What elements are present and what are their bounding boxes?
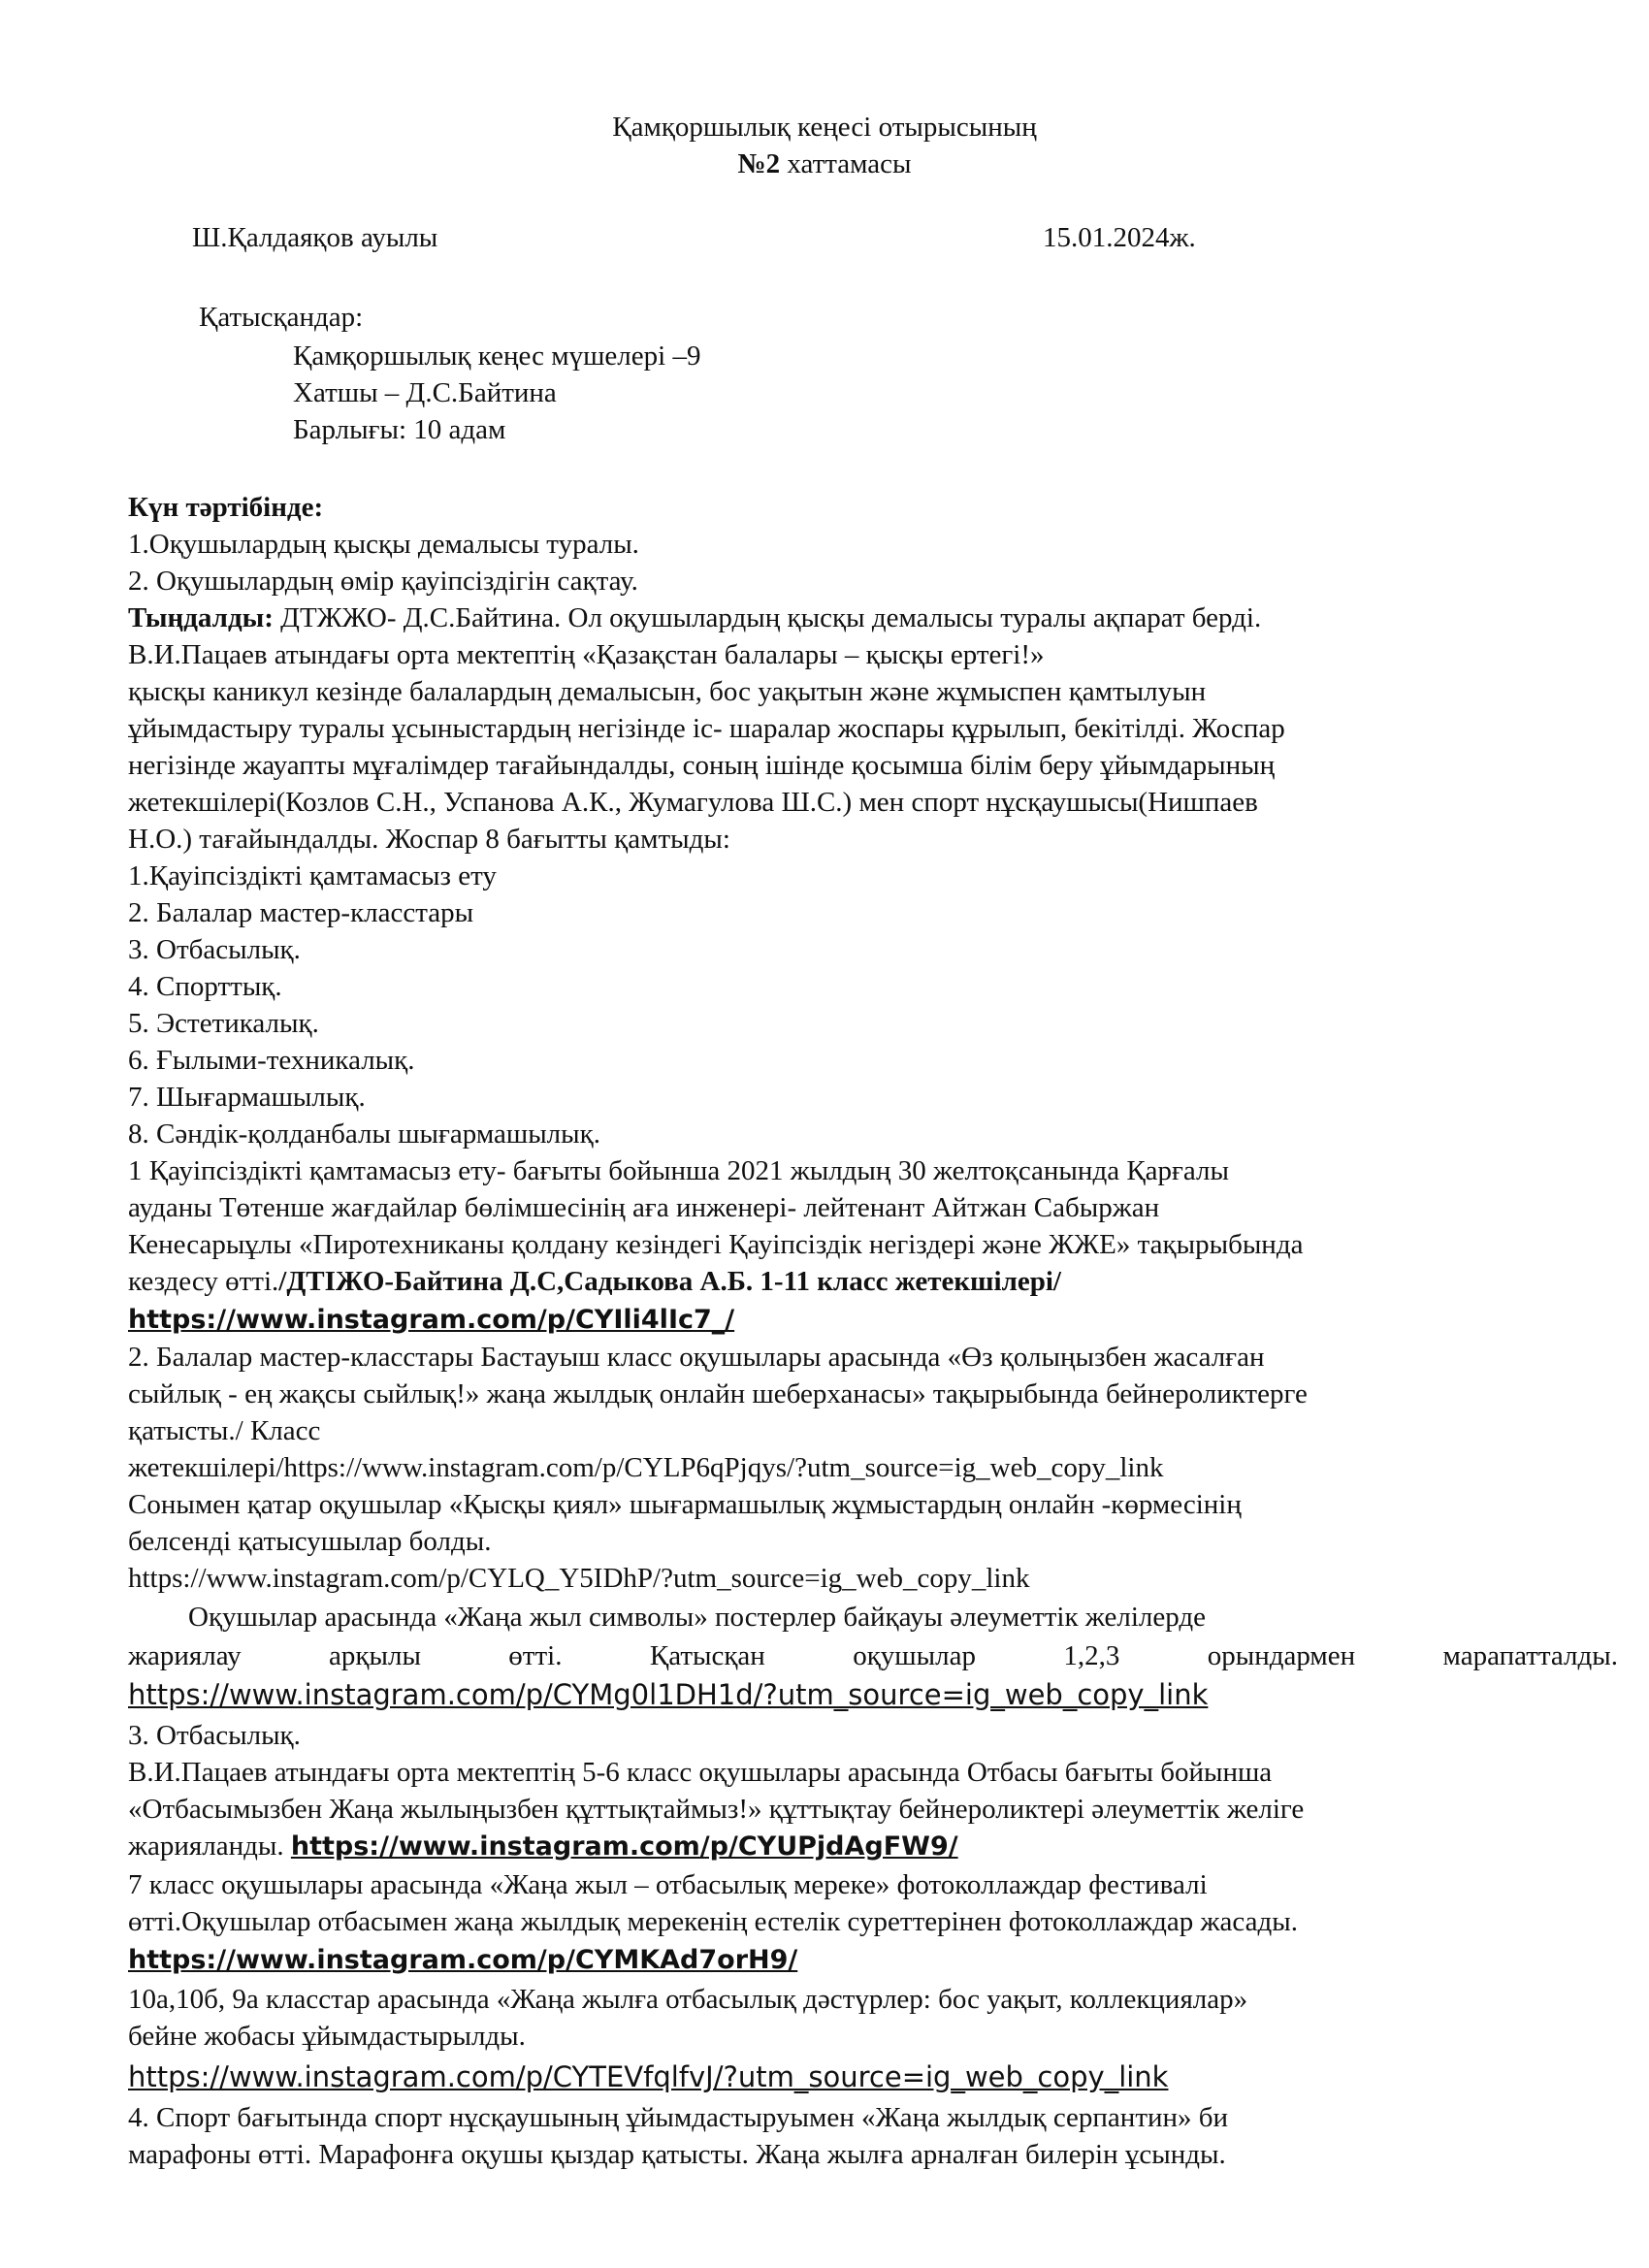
section3-heading: 3. Отбасылық. [128,1720,301,1751]
section1-responsible: /ДТІЖО-Байтина Д.С,Садыкова А.Б. 1-11 класс жетекшілері/ [278,1266,1061,1297]
protocol-number: №2 [737,148,781,179]
body-line: негізінде жауапты мұғалімдер тағайындалды, соның ішінде қосымша білім беру ұйымдарының [128,750,1276,781]
section1-link[interactable]: https://www.instagram.com/p/CYIli4lIc7_/ [128,1305,735,1335]
document-title-line1: Қамқоршылық кеңесі отырысының [612,112,1037,143]
body-line: ұйымдастыру туралы ұсыныстардың негізінде іс- шаралар жоспары құрылып, бекітілді. Жоспар [128,713,1285,744]
section2-line: сыйлық - ең жақсы сыйлық!» жаңа жылдық онлайн шеберханасы» тақырыбында бейнероликтерге [128,1378,1308,1409]
agenda-heading: Күн тәртібінде: [128,492,324,523]
village-name: Ш.Қалдаяқов ауылы [192,222,438,253]
agenda-item-1: 1.Оқушылардың қысқы демалысы туралы. [128,529,639,560]
direction-item: 8. Сәндік-қолданбалы шығармашылық. [128,1118,600,1150]
section1-line: ауданы Төтенше жағдайлар бөлімшесінің аға инженері- лейтенант Айтжан Сабыржан [128,1192,1160,1223]
agenda-item-2: 2. Оқушылардың өмір қауіпсіздігін сақтау. [128,566,638,597]
section3-line [128,1828,958,1865]
section3-line: бейне жобасы ұйымдастырылды. [128,2021,526,2052]
direction-item: 7. Шығармашылық. [128,1082,366,1113]
participants-members: Қамқоршылық кеңес мүшелері –9 [293,340,701,372]
section3-line: 10а,10б, 9а класстар арасында «Жаңа жылға отбасылық дәстүрлер: бос уақыт, коллекциялар» [128,1984,1248,2015]
section2-link[interactable]: https://www.instagram.com/p/CYMg0l1DH1d/?utm_source=ig_web_copy_link [128,1678,1209,1711]
section3-link[interactable]: https://www.instagram.com/p/CYTEVfqlfvJ/?utm_source=ig_web_copy_link [128,2060,1169,2093]
heard-label: Тыңдалды: [128,602,274,633]
section3-line: 7 класс оқушылары арасында «Жаңа жыл – отбасылық мереке» фотоколлаждар фестивалі [128,1869,1208,1900]
section1-line-plain: кездесу өтті. [128,1266,279,1297]
document-date: 15.01.2024ж. [1043,222,1196,253]
section4-line: марафоны өтті. Марафонға оқушы қыздар қатысты. Жаңа жылға арналған билерін ұсынды. [128,2139,1226,2170]
direction-item: 2. Балалар мастер-класстары [128,897,474,928]
body-line: В.И.Пацаев атындағы орта мектептің «Қазақстан балалары – қысқы ертегі!» [128,639,1045,670]
section2-line: Оқушылар арасында «Жаңа жыл символы» постерлер байқауы әлеуметтік желілерде [188,1602,1206,1633]
section2-url-text: https://www.instagram.com/p/CYLQ_Y5IDhP/?utm_source=ig_web_copy_link [128,1563,1030,1594]
section1-line: Кенесарыұлы «Пиротехниканы қолдану кезіндегі Қауіпсіздік негіздері және ЖЖЕ» тақырыбында [128,1229,1304,1260]
participants-total: Барлығы: 10 адам [293,414,506,445]
section3-inline-link[interactable]: https://www.instagram.com/p/CYUPjdAgFW9/ [290,1831,958,1862]
section4-line: 4. Спорт бағытында спорт нұсқаушының ұйымдастыруымен «Жаңа жылдық серпантин» би [128,2102,1229,2133]
section1-line [128,1263,1061,1300]
participants-heading: Қатысқандар: [199,302,364,333]
direction-item: 3. Отбасылық. [128,934,301,965]
direction-item: 4. Спорттық. [128,971,282,1002]
body-line: Н.О.) тағайындалды. Жоспар 8 бағытты қамтыды: [128,824,730,855]
section3-line: «Отбасымызбен Жаңа жылыңызбен құттықтаймыз!» құттықтау бейнероликтері әлеуметтік желіге [128,1794,1305,1825]
section2-line: 2. Балалар мастер-класстары Бастауыш класс оқушылары арасында «Өз қолыңызбен жасалған [128,1342,1265,1373]
section2-line: жариялау арқылы өтті. Қатысқан оқушылар 1,2,3 орындармен марапатталды. [128,1640,1618,1671]
section3-line: В.И.Пацаев атындағы орта мектептің 5-6 класс оқушылары арасында Отбасы бағыты бойынша [128,1757,1273,1788]
section3-line-plain: жарияланды. [128,1831,291,1862]
body-line: қысқы каникул кезінде балалардың демалысын, бос уақытын және жұмыспен қамтылуын [128,676,1207,707]
participants-secretary: Хатшы – Д.С.Байтина [293,377,557,408]
protocol-word: хаттамасы [780,148,912,179]
direction-item: 1.Қауіпсіздікті қамтамасыз ету [128,860,497,891]
direction-item: 5. Эстетикалық. [128,1008,319,1039]
section3-line: өтті.Оқушылар отбасымен жаңа жылдық мерекенің естелік суреттерінен фотоколлаждар жасады. [128,1906,1298,1937]
body-line: жетекшілері(Козлов С.Н., Успанова А.К., Жумагулова Ш.С.) мен спорт нұсқаушысы(Нишпаев [128,787,1258,818]
section1-line: 1 Қауіпсіздікті қамтамасыз ету- бағыты бойынша 2021 жылдың 30 желтоқсанында Қарғалы [128,1155,1230,1186]
direction-item: 6. Ғылыми-техникалық. [128,1045,415,1076]
section2-line: қатысты./ Класс [128,1415,321,1446]
section2-line: жетекшілері/https://www.instagram.com/p/CYLP6qPjqys/?utm_source=ig_web_copy_link [128,1452,1164,1483]
heard-line [128,599,1261,636]
section2-line: белсенді қатысушылар болды. [128,1526,492,1557]
heard-text: ДТЖЖО- Д.С.Байтина. Ол оқушылардың қысқы демалысы туралы ақпарат берді. [273,602,1262,633]
document-title-line2 [0,146,1649,182]
section3-link[interactable]: https://www.instagram.com/p/CYMKAd7orH9/ [128,1945,798,1975]
section2-line: Сонымен қатар оқушылар «Қысқы қиял» шығармашылық жұмыстардың онлайн -көрмесінің [128,1489,1242,1520]
